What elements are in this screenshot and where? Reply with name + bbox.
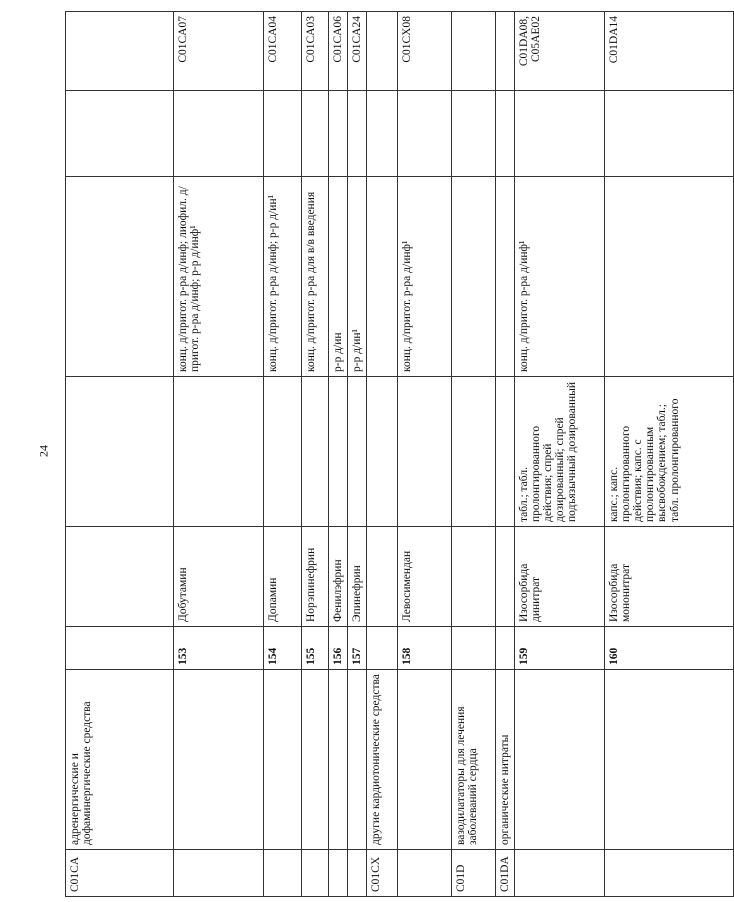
injection-forms-cell: р-р д/ин¹ — [348, 177, 367, 377]
oral-forms-cell — [348, 377, 367, 527]
atc-code-cell: C01CA03 — [302, 12, 329, 91]
atc-code-cell — [66, 12, 174, 91]
oral-forms-cell — [264, 377, 302, 527]
atc-code-cell — [367, 12, 398, 91]
table-row — [348, 12, 367, 897]
item-number-cell: 155 — [302, 627, 329, 670]
item-number-cell — [66, 627, 174, 670]
atc-code-cell: C01CA24 — [348, 12, 367, 91]
atc-group-code-cell: C01DA — [496, 850, 515, 897]
atc-group-code-cell: C01D — [452, 850, 496, 897]
injection-forms-cell — [66, 177, 174, 377]
other-forms-cell — [174, 91, 264, 177]
group-name-cell: вазодилататоры для лечения заболеваний сердца — [452, 670, 496, 850]
injection-forms-cell: р-р д/ин — [329, 177, 348, 377]
item-number-cell: 154 — [264, 627, 302, 670]
drug-name-cell — [452, 527, 496, 627]
other-forms-cell — [302, 91, 329, 177]
table-row — [264, 12, 302, 897]
atc-group-code-cell — [174, 850, 264, 897]
drug-name-cell — [66, 527, 174, 627]
group-name-cell — [329, 670, 348, 850]
other-forms-cell — [367, 91, 398, 177]
injection-forms-cell: конц. д/пригот. р-ра д/инф¹ — [398, 177, 452, 377]
other-forms-cell — [496, 91, 515, 177]
drug-list-table — [65, 12, 681, 897]
atc-code-cell — [452, 12, 496, 91]
drug-name-cell: Левосимендан — [398, 527, 452, 627]
oral-forms-cell — [174, 377, 264, 527]
atc-code-cell: C01CA07 — [174, 12, 264, 91]
oral-forms-cell — [452, 377, 496, 527]
item-number-cell — [452, 627, 496, 670]
oral-forms-cell — [367, 377, 398, 527]
table-row — [515, 12, 605, 897]
atc-code-cell: C01DA08, C05AE02 — [515, 12, 605, 91]
other-forms-cell — [329, 91, 348, 177]
group-name-cell — [264, 670, 302, 850]
drug-name-cell: Допамин — [264, 527, 302, 627]
item-number-cell — [496, 627, 515, 670]
group-name-cell — [605, 670, 734, 850]
atc-group-code-cell — [264, 850, 302, 897]
group-name-cell: адренергические и дофаминергические средства — [66, 670, 174, 850]
item-number-cell: 157 — [348, 627, 367, 670]
oral-forms-cell — [496, 377, 515, 527]
atc-code-cell: C01CA06 — [329, 12, 348, 91]
injection-forms-cell — [605, 177, 734, 377]
oral-forms-cell: капс.; капс. пролонгированного действия; капс. с пролонгированным высвобождением; табл.; табл. пролонгированного — [605, 377, 734, 527]
atc-group-code-cell — [302, 850, 329, 897]
drug-name-cell: Фенилэфрин — [329, 527, 348, 627]
table-row — [174, 12, 264, 897]
drug-name-cell: Норэпинефрин — [302, 527, 329, 627]
atc-group-code-cell — [605, 850, 734, 897]
atc-code-cell: C01CX08 — [398, 12, 452, 91]
oral-forms-cell — [398, 377, 452, 527]
atc-code-cell: C01DA14 — [605, 12, 734, 91]
injection-forms-cell: конц. д/пригот. р-ра д/инф; р-р д/ин¹ — [264, 177, 302, 377]
table-row — [329, 12, 348, 897]
injection-forms-cell: конц. д/пригот. р-ра д/инф; лиофил. д/пригот. р-ра д/инф; р-р д/инф¹ — [174, 177, 264, 377]
group-name-cell — [302, 670, 329, 850]
group-name-cell: другие кардиотонические средства — [367, 670, 398, 850]
table-row — [452, 12, 496, 897]
table-row — [302, 12, 329, 897]
group-name-cell: органические нитраты — [496, 670, 515, 850]
injection-forms-cell: конц. д/пригот. р-ра д/инф¹ — [515, 177, 605, 377]
other-forms-cell — [515, 91, 605, 177]
injection-forms-cell — [367, 177, 398, 377]
table-row — [66, 12, 174, 897]
item-number-cell: 153 — [174, 627, 264, 670]
page-number: 24 — [36, 445, 51, 457]
injection-forms-cell — [496, 177, 515, 377]
drug-name-cell — [367, 527, 398, 627]
atc-group-code-cell — [398, 850, 452, 897]
oral-forms-cell — [329, 377, 348, 527]
atc-group-code-cell — [515, 850, 605, 897]
other-forms-cell — [398, 91, 452, 177]
drug-name-cell — [496, 527, 515, 627]
oral-forms-cell — [302, 377, 329, 527]
group-name-cell — [515, 670, 605, 850]
group-name-cell — [174, 670, 264, 850]
atc-code-cell — [496, 12, 515, 91]
item-number-cell: 159 — [515, 627, 605, 670]
group-name-cell — [348, 670, 367, 850]
item-number-cell: 158 — [398, 627, 452, 670]
atc-group-code-cell: C01CX — [367, 850, 398, 897]
other-forms-cell — [348, 91, 367, 177]
drug-name-cell: Изосорбида мононитрат — [605, 527, 734, 627]
drug-name-cell: Эпинефрин — [348, 527, 367, 627]
table-row — [605, 12, 734, 897]
group-name-cell — [398, 670, 452, 850]
item-number-cell — [367, 627, 398, 670]
other-forms-cell — [605, 91, 734, 177]
other-forms-cell — [264, 91, 302, 177]
atc-group-code-cell — [348, 850, 367, 897]
atc-group-code-cell — [329, 850, 348, 897]
atc-code-cell: C01CA04 — [264, 12, 302, 91]
drug-name-cell: Добутамин — [174, 527, 264, 627]
table-row — [496, 12, 515, 897]
injection-forms-cell — [452, 177, 496, 377]
other-forms-cell — [66, 91, 174, 177]
item-number-cell: 156 — [329, 627, 348, 670]
injection-forms-cell: конц. д/пригот. р-ра для в/в введения — [302, 177, 329, 377]
table-row — [367, 12, 398, 897]
oral-forms-cell: табл.; табл. пролонгированного действия; спрей дозированный; спрей подъязычный дозированный — [515, 377, 605, 527]
drug-name-cell: Изосорбида динитрат — [515, 527, 605, 627]
table-row — [398, 12, 452, 897]
item-number-cell: 160 — [605, 627, 734, 670]
other-forms-cell — [452, 91, 496, 177]
atc-group-code-cell: C01CA — [66, 850, 174, 897]
oral-forms-cell — [66, 377, 174, 527]
